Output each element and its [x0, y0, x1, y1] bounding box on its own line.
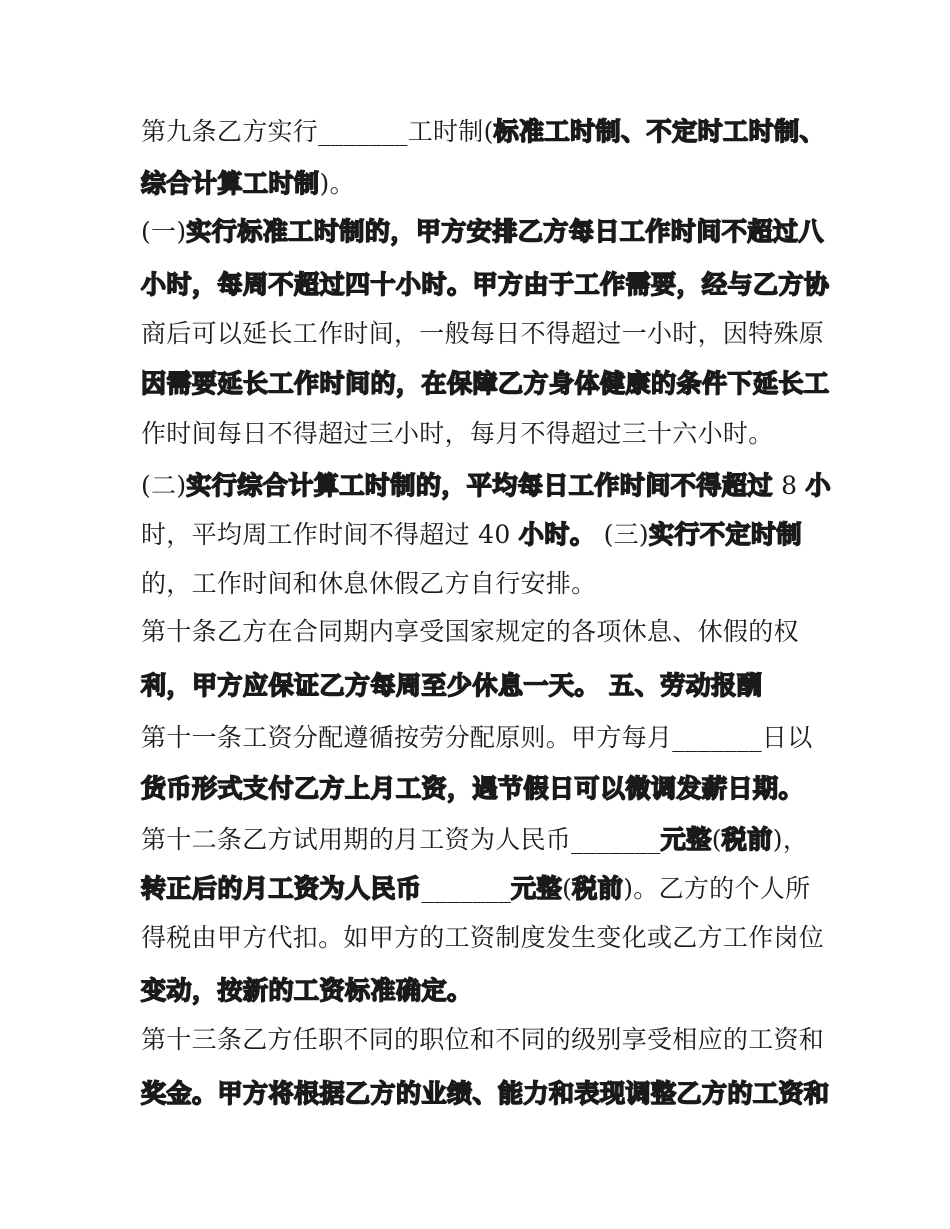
- text-line: [141, 265, 830, 305]
- text-line: [141, 820, 821, 860]
- outlined-text-segment: 实行综合计算工时制的，平均每日工作时间不得超过: [186, 471, 773, 500]
- text-line: [141, 666, 821, 706]
- text-line: [141, 212, 824, 252]
- text-segment: 时，平均周工作时间不得超过 40: [141, 520, 519, 549]
- outlined-text-segment: 利，甲方应保证乙方每周至少休息一天。 五、劳动报酬: [141, 671, 763, 700]
- text-line: [141, 112, 826, 152]
- outlined-text-segment: 小: [805, 471, 832, 500]
- text-segment: 第十一条工资分配遵循按劳分配原则。甲方每月_______日以: [141, 723, 813, 752]
- text-segment: 得税由甲方代扣。如甲方的工资制度发生变化或乙方工作岗位: [141, 923, 825, 952]
- text-segment: )，: [772, 825, 809, 854]
- text-line: [141, 971, 821, 1011]
- text-line: [141, 1074, 830, 1114]
- text-segment: 第十二条乙方试用期的月工资为人民币_______: [141, 825, 661, 854]
- text-segment: )。乙方的个人所: [623, 874, 811, 903]
- outlined-text-segment: 因需要延长工作时间的，在保障乙方身体健康的条件下延长工: [141, 369, 830, 398]
- text-line: [141, 612, 821, 652]
- text-segment: 第九条乙方实行_______工时制(: [141, 117, 494, 146]
- text-segment: 的，工作时间和休息休假乙方自行安排。: [141, 569, 597, 598]
- outlined-text-segment: 小时。: [518, 520, 596, 549]
- text-segment: (二): [141, 471, 187, 500]
- text-segment: (一): [141, 217, 187, 246]
- outlined-text-segment: 货币形式支付乙方上月工资，遇节假日可以微调发薪日期。: [141, 774, 805, 803]
- text-line: [141, 769, 821, 809]
- text-segment: 作时间每日不得超过三小时，每月不得超过三十六小时。: [141, 419, 774, 448]
- outlined-text-segment: 综合计算工时制: [141, 169, 320, 198]
- outlined-text-segment: 转正后的月工资为人民币: [141, 874, 422, 903]
- text-segment: 商后可以延长工作时间，一般每日不得超过一小时，因特殊原: [141, 319, 825, 348]
- text-segment: (: [711, 825, 722, 854]
- outlined-text-segment: 实行标准工时制的，甲方安排乙方每日工作时间不超过八: [186, 217, 824, 246]
- outlined-text-segment: 元整: [511, 874, 563, 903]
- outlined-text-segment: 奖金。甲方将根据乙方的业绩、能力和表现调整乙方的工资和: [141, 1079, 830, 1108]
- text-line: [141, 718, 821, 758]
- outlined-text-segment: 实行不定时制: [648, 520, 802, 549]
- text-segment: (: [562, 874, 573, 903]
- text-segment: 8: [772, 471, 806, 500]
- text-line: [141, 466, 832, 506]
- text-line: [141, 364, 830, 404]
- text-segment: (三): [595, 520, 649, 549]
- text-line: [141, 314, 825, 354]
- outlined-text-segment: 税前: [572, 874, 624, 903]
- outlined-text-segment: 元整: [660, 825, 712, 854]
- outlined-text-segment: 税前: [721, 825, 773, 854]
- text-segment: )。: [319, 169, 355, 198]
- text-line: [141, 918, 825, 958]
- text-segment: 第十三条乙方任职不同的职位和不同的级别享受相应的工资和: [141, 1025, 825, 1054]
- text-segment: 第十条乙方在合同期内享受国家规定的各项休息、休假的权: [141, 617, 799, 646]
- outlined-text-segment: 变动，按新的工资标准确定。: [141, 976, 473, 1005]
- text-line: [141, 1020, 825, 1060]
- outlined-text-segment: 小时，每周不超过四十小时。甲方由于工作需要，经与乙方协: [141, 270, 830, 299]
- outlined-text-segment: 标准工时制、不定时工时制、: [493, 117, 826, 146]
- text-segment: _______: [421, 874, 512, 903]
- text-line: [141, 414, 821, 454]
- text-line: [141, 515, 821, 555]
- text-line: [141, 869, 821, 909]
- text-line: [141, 564, 821, 604]
- text-line: [141, 164, 821, 204]
